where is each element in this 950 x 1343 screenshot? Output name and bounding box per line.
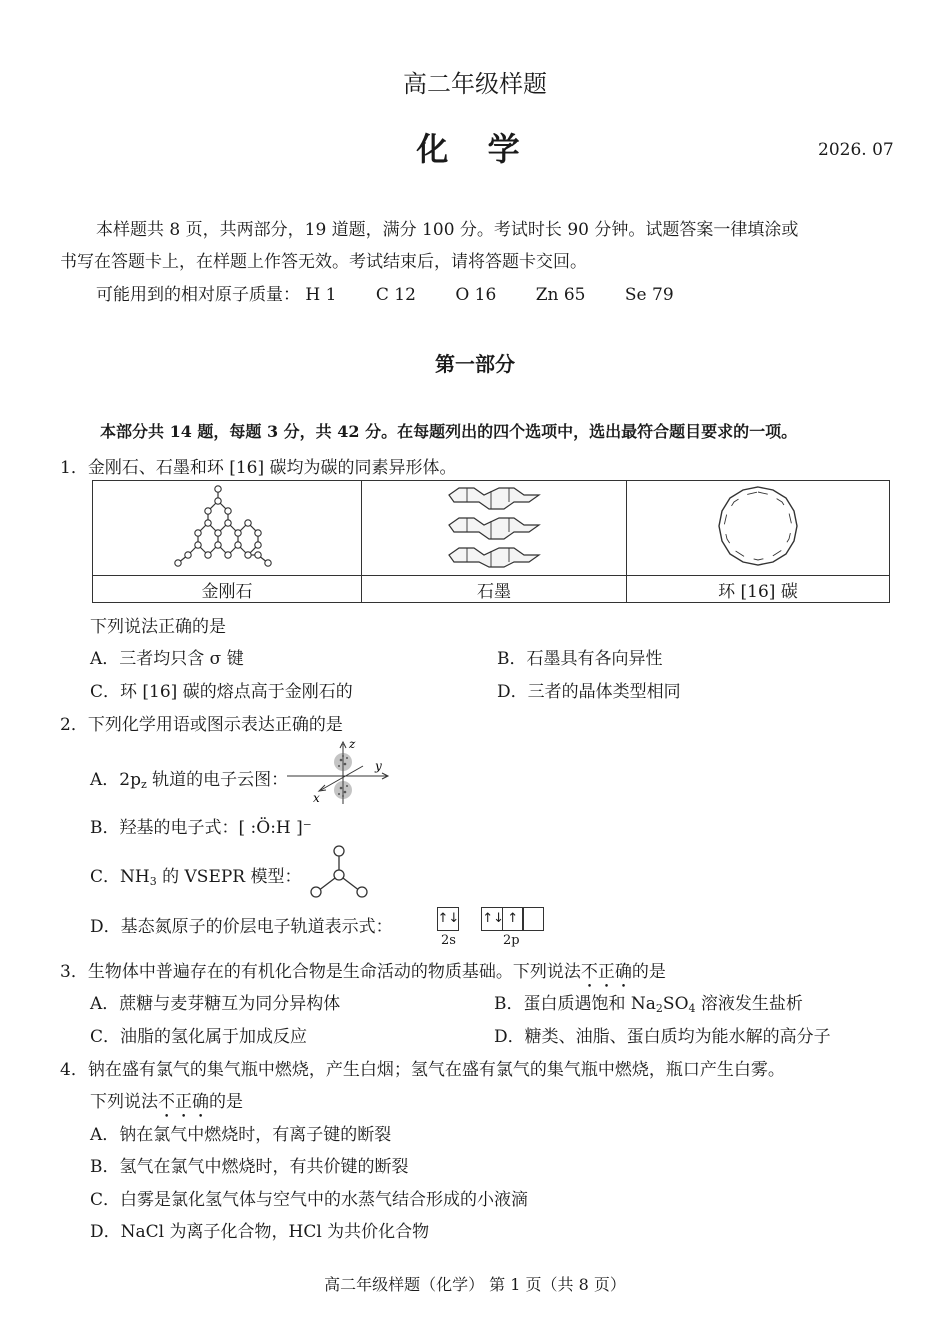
q1-option-d: D．三者的晶体类型相同 xyxy=(497,682,681,702)
q4-stem: 4．钠在盛有氯气的集气瓶中燃烧，产生白烟；氢气在盛有氯气的集气瓶中燃烧，瓶口产生白雾。 xyxy=(60,1060,785,1080)
q3-stem-emphasis: 不正确 xyxy=(580,962,632,982)
atomic-mass-label: 可能用到的相对原子质量： xyxy=(96,285,300,305)
graphite-label: 石墨 xyxy=(362,576,627,603)
graphite-structure-cell xyxy=(362,481,627,576)
page-footer: 高二年级样题（化学） 第 1 页（共 8 页） xyxy=(324,1275,626,1294)
q3-option-b xyxy=(494,989,803,1015)
axis-x-label: x xyxy=(313,791,320,805)
q3-option-d: D．糖类、油脂、蛋白质均为能水解的高分子 xyxy=(494,1027,831,1047)
q1-question: 下列说法正确的是 xyxy=(90,617,226,637)
instructions-line2: 书写在答题卡上，在样题上作答无效。考试结束后，请将答题卡交回。 xyxy=(60,252,587,272)
subject-title: 化 学 xyxy=(416,130,534,168)
q2-option-a-prefix: A．2p xyxy=(90,770,141,790)
q3-option-b-sub1: 2 xyxy=(655,1002,663,1015)
cyclo16-carbon-structure-cell xyxy=(627,481,890,576)
part1-intro: 本部分共 14 题，每题 3 分，共 42 分。在每题列出的四个选项中，选出最符合题目要求的一项。 xyxy=(100,422,798,441)
instructions-line1: 本样题共 8 页，共两部分，19 道题，满分 100 分。考试时长 90 分钟。试题答案一律填涂或 xyxy=(96,220,799,240)
q4-question-prefix: 下列说法 xyxy=(90,1092,158,1112)
q2-option-b xyxy=(90,813,312,838)
diamond-structure-image xyxy=(172,483,282,569)
q2-option-c-sub: 3 xyxy=(149,875,157,888)
atomic-mass-se: Se 79 xyxy=(624,285,674,305)
q2-option-b-prefix: B．羟基的电子式： xyxy=(90,818,239,838)
q3-option-b-prefix: B．蛋白质遇饱和 Na xyxy=(494,994,656,1014)
diamond-label: 金刚石 xyxy=(93,576,362,603)
allotrope-table xyxy=(92,480,890,603)
atomic-mass-zn: Zn 65 xyxy=(535,285,586,305)
q3-option-b-mid: SO xyxy=(662,994,689,1014)
atomic-mass-c: C 12 xyxy=(375,285,416,305)
orbital-2p-label: 2p xyxy=(503,933,520,948)
axis-y-label: y xyxy=(375,759,382,773)
q2-option-a xyxy=(90,765,288,791)
exam-title: 高二年级样题 xyxy=(403,70,547,98)
q2-stem: 2．下列化学用语或图示表达正确的是 xyxy=(60,715,343,735)
diamond-structure-cell xyxy=(93,481,362,576)
q2-option-c-prefix: C．NH xyxy=(90,867,150,887)
nitrogen-orbital-diagram xyxy=(438,907,544,931)
q4-question xyxy=(90,1087,243,1122)
q1-option-b: B．石墨具有各向异性 xyxy=(497,649,663,669)
orbital-2p-box-3 xyxy=(522,907,544,931)
q3-stem xyxy=(60,957,666,992)
cyclo16-carbon-label: 环 [16] 碳 xyxy=(627,576,890,603)
q3-option-a: A．蔗糖与麦芽糖互为同分异构体 xyxy=(90,994,341,1014)
exam-date: 2026. 07 xyxy=(818,140,894,160)
q1-stem: 1．金刚石、石墨和环 [16] 碳均为碳的同素异形体。 xyxy=(60,458,457,478)
q2-option-c-suffix: 的 VSEPR 模型： xyxy=(156,867,302,887)
q2-option-d: D．基态氮原子的价层电子轨道表示式： xyxy=(90,917,393,937)
q1-option-c: C．环 [16] 碳的熔点高于金刚石的 xyxy=(90,682,353,702)
q1-option-a: A．三者均只含 σ 键 xyxy=(90,649,244,669)
q4-option-b: B．氢气在氯气中燃烧时，有共价键的断裂 xyxy=(90,1157,409,1177)
q4-question-emphasis: 不正确 xyxy=(158,1092,209,1112)
q3-option-b-suffix: 溶液发生盐析 xyxy=(695,994,803,1014)
cyclo16-carbon-structure-image xyxy=(713,483,803,569)
q4-question-suffix: 的是 xyxy=(209,1092,243,1112)
q4-option-a: A．钠在氯气中燃烧时，有离子键的断裂 xyxy=(90,1125,392,1145)
q2-option-c xyxy=(90,862,302,888)
orbital-2s-box: ↑↓ xyxy=(437,907,459,931)
nh3-vsepr-model xyxy=(306,843,372,899)
axis-z-label: z xyxy=(349,738,356,751)
atomic-mass-h: H 1 xyxy=(305,285,337,305)
atomic-mass-o: O 16 xyxy=(455,285,497,305)
q2-option-a-suffix: 轨道的电子云图： xyxy=(146,770,289,790)
q4-option-c: C．白雾是氯化氢气体与空气中的水蒸气结合形成的小液滴 xyxy=(90,1190,529,1210)
hydroxyl-electron-formula: [ :Ö:H ]⁻ xyxy=(238,818,312,838)
part1-title: 第一部分 xyxy=(435,352,515,376)
orbital-2s-label: 2s xyxy=(441,933,456,948)
orbital-2p-box-1: ↑↓ xyxy=(481,907,503,931)
q3-option-b-sub2: 4 xyxy=(688,1002,696,1015)
q3-stem-prefix: 3．生物体中普遍存在的有机化合物是生命活动的物质基础。下列说法 xyxy=(60,962,581,982)
q3-stem-suffix: 的是 xyxy=(631,962,666,982)
q3-option-c: C．油脂的氢化属于加成反应 xyxy=(90,1027,308,1047)
atomic-mass-row xyxy=(96,280,674,305)
orbital-2p-box-2: ↑ xyxy=(502,907,524,931)
q4-option-d: D．NaCl 为离子化合物，HCl 为共价化合物 xyxy=(90,1222,430,1242)
graphite-structure-image xyxy=(439,483,549,569)
pz-orbital-diagram xyxy=(283,738,393,808)
q2-option-a-sub: z xyxy=(140,778,147,791)
